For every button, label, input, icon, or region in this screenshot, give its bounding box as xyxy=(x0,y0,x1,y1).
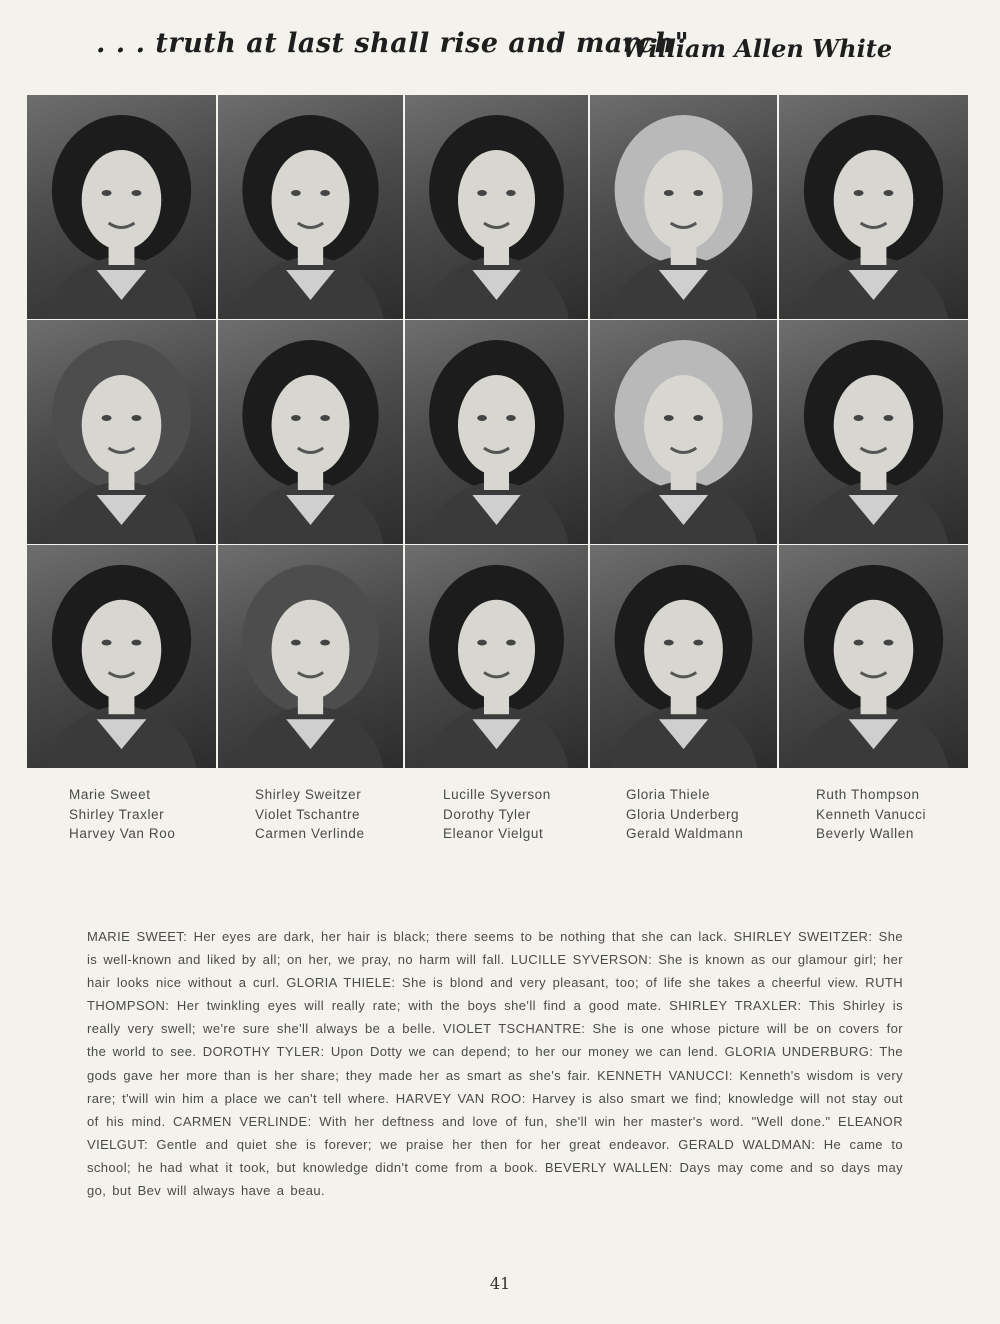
portrait-figure xyxy=(405,95,588,319)
caption-column xyxy=(443,785,551,844)
caption-name: Eleanor Vielgut xyxy=(443,826,544,841)
portrait-photo xyxy=(218,95,403,319)
caption-name: Gloria Underberg xyxy=(626,806,740,822)
portrait-figure xyxy=(779,320,968,544)
portrait-photo xyxy=(405,545,588,768)
caption-column xyxy=(255,785,365,844)
portrait-figure xyxy=(590,320,777,544)
portrait-photo xyxy=(218,320,403,544)
portrait-photo xyxy=(590,545,777,768)
portrait-photo xyxy=(27,320,216,544)
portrait-photo xyxy=(405,320,588,544)
caption-name: Dorothy Tyler xyxy=(443,806,531,822)
caption-name: Shirley Traxler xyxy=(69,806,165,822)
portrait-photo xyxy=(218,545,403,768)
portrait-photo xyxy=(27,95,216,319)
portrait-photo xyxy=(27,545,216,768)
name-captions xyxy=(0,785,1000,855)
portrait-figure xyxy=(27,545,216,768)
portrait-figure xyxy=(27,320,216,544)
portrait-figure xyxy=(405,320,588,544)
portrait-figure xyxy=(779,545,968,768)
caption-column xyxy=(626,785,743,844)
portrait-figure xyxy=(218,95,403,319)
caption-name: Violet Tschantre xyxy=(255,806,361,822)
portrait-figure xyxy=(405,545,588,768)
header-quote: . . . truth at last shall rise and march" xyxy=(96,28,690,59)
portrait-figure xyxy=(779,95,968,319)
caption-column xyxy=(69,785,175,844)
portrait-photo xyxy=(779,320,968,544)
student-bios: MARIE SWEET: Her eyes are dark, her hair is black; there seems to be nothing that she can lack. SHIRLEY SWEITZER: She is well-known and liked by all; on her, we pray, no harm will fall. LUCILLE SYVERSON: She is known as our glamour girl; her hair looks nice without a curl. GLORIA THIELE: She is blond and very pleasant, too; of life she takes a cheerful view. RUTH THOMPSON: Her twinkling eyes will really rate; with the boys she'll find a good mate. SHIRLEY TRAXLER: This Shirley is really very swell; we're sure she'll always be a belle. VIOLET TSCHANTRE: She is one whose picture will be on covers for the world to see. DOROTHY TYLER: Upon Dotty we can depend; to her our money we can lend. GLORIA UNDERBURG: The gods gave her more than is her share; they made her as smart as she's fair. KENNETH VANUCCI: Kenneth's wisdom is very rare; t'will win him a place we can't tell where. HARVEY VAN ROO: Harvey is also smart we find; knowledge will not stay out of his mind. CARMEN VERLINDE: With her deftness and love of fun, she'll win her master's word. "Well done." ELEANOR VIELGUT: Gentle and quiet she is forever; we praise her then for her great endeavor. GERALD WALDMAN: He came to school; he had what it took, but knowledge didn't come from a book. BEVERLY WALLEN: Days may come and so days may go, but Bev will always have a beau. xyxy=(87,929,903,1199)
caption-name: Carmen Verlinde xyxy=(255,826,365,841)
page-header xyxy=(0,22,1000,74)
portrait-grid xyxy=(27,95,968,768)
caption-name: Harvey Van Roo xyxy=(69,826,176,841)
header-author: William Allen White xyxy=(622,34,893,63)
caption-name: Gloria Thiele xyxy=(626,787,711,802)
caption-name: Marie Sweet xyxy=(69,787,151,802)
caption-name: Beverly Wallen xyxy=(816,826,914,841)
portrait-figure xyxy=(590,545,777,768)
caption-name: Ruth Thompson xyxy=(816,787,920,802)
caption-name: Kenneth Vanucci xyxy=(816,806,927,822)
caption-column xyxy=(816,785,926,844)
portrait-photo xyxy=(779,545,968,768)
caption-name: Shirley Sweitzer xyxy=(255,787,362,802)
portrait-figure xyxy=(27,95,216,319)
portrait-figure xyxy=(218,320,403,544)
caption-name: Lucille Syverson xyxy=(443,787,551,802)
portrait-figure xyxy=(590,95,777,319)
portrait-photo xyxy=(590,95,777,319)
portrait-photo xyxy=(590,320,777,544)
page-number: 41 xyxy=(489,1274,511,1293)
portrait-photo xyxy=(405,95,588,319)
portrait-photo xyxy=(779,95,968,319)
caption-name: Gerald Waldmann xyxy=(626,826,744,841)
portrait-figure xyxy=(218,545,403,768)
